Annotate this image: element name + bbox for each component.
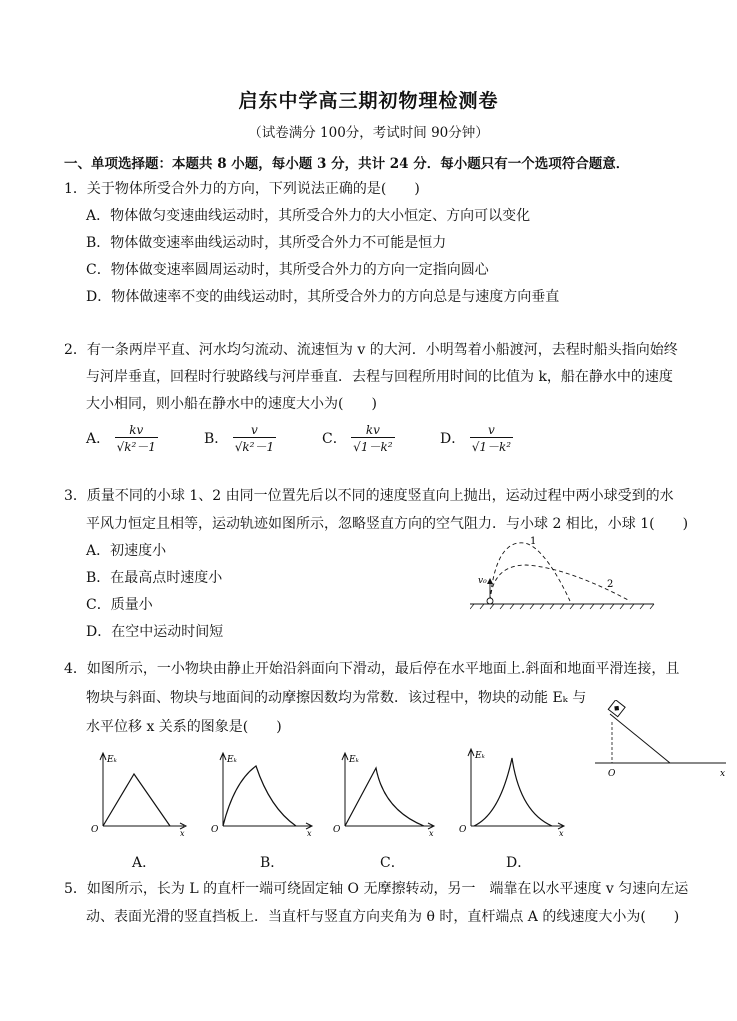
- q2-option-c: [322, 423, 395, 455]
- x-axis-label: x: [720, 769, 726, 779]
- denominator: √k²－1: [234, 440, 275, 454]
- denominator: √1－k²: [353, 440, 393, 454]
- ek-curve: [223, 766, 296, 826]
- q1-option-c: C．物体做变速率圆周运动时，其所受合外力的方向一定指向圆心: [86, 262, 489, 278]
- origin-label: O: [608, 769, 616, 779]
- page-title: 启东中学高三期初物理检测卷: [238, 90, 499, 112]
- x-axis-label: x: [429, 829, 434, 838]
- q3-option-b: B．在最高点时速度小: [86, 570, 223, 586]
- fraction: [351, 423, 394, 455]
- q4-line-3: 水平位移 x 关系的图象是( ): [86, 719, 282, 735]
- numerator: v: [470, 423, 513, 438]
- q5-line-2: 动、表面光滑的竖直挡板上．当直杆与竖直方向夹角为 θ 时，直杆端点 A 的线速度大小为( ): [86, 909, 680, 925]
- q2-option-a: [86, 423, 158, 455]
- q5-line-1: 5．如图所示，长为 L 的直杆一端可绕固定轴 O 无摩擦转动，另一 端靠在以水平速度 v 匀速向左运: [64, 881, 689, 897]
- graph-b: [208, 748, 316, 838]
- trajectory-1-label: 1: [530, 536, 537, 547]
- q1-stem: 1．关于物体所受合外力的方向，下列说法正确的是( ): [64, 181, 420, 197]
- q3-option-a: A．初速度小: [86, 543, 167, 559]
- origin-label: O: [211, 825, 219, 835]
- fraction: [233, 423, 276, 455]
- origin-label: O: [459, 825, 467, 835]
- ball-icon: [487, 598, 493, 604]
- origin-label: O: [91, 825, 99, 835]
- x-axis-label: x: [307, 829, 312, 838]
- ek-curve: [103, 774, 170, 826]
- graph-d-label: D．: [506, 855, 532, 871]
- q1-option-a: A．物体做匀变速曲线运动时，其所受合外力的大小恒定、方向可以变化: [86, 208, 531, 224]
- q2-line-3: 大小相同，则小船在静水中的速度大小为( ): [86, 396, 377, 412]
- q2-line-2: 与河岸垂直，回程时行驶路线与河岸垂直．去程与回程所用时间的比值为 k，船在静水中的速度: [86, 369, 673, 385]
- fraction: [470, 423, 513, 455]
- q4-line-2: 物块与斜面、物块与地面间的动摩擦因数均为常数．该过程中，物块的动能 Eₖ 与: [86, 690, 587, 706]
- ek-axis-label: Eₖ: [475, 751, 485, 761]
- ek-axis-label: Eₖ: [107, 755, 117, 765]
- q3-option-c: C．质量小: [86, 597, 153, 613]
- arrow-head-icon: [487, 578, 493, 584]
- q3-line-2: 平风力恒定且相等，运动轨迹如图所示，忽略竖直方向的空气阻力．与小球 2 相比，小球 1( ): [86, 516, 689, 532]
- v0-label: v₀: [478, 576, 487, 586]
- trajectory-1: [490, 543, 570, 601]
- section-heading: 一、单项选择题：本题共 8 小题，每小题 3 分，共计 24 分．每小题只有一个选项符合题意．: [64, 156, 630, 172]
- graph-a-label: A．: [132, 855, 157, 871]
- exam-subtitle: （试卷满分 100分，考试时间 90分钟）: [248, 125, 489, 141]
- incline-line: [610, 714, 670, 763]
- q1-option-d: D．物体做速率不变的曲线运动时，其所受合外力的方向总是与速度方向垂直: [86, 289, 560, 305]
- incline-figure: [590, 700, 730, 782]
- ek-axis-label: Eₖ: [227, 755, 237, 765]
- numerator: kv: [351, 423, 394, 438]
- denominator: √1－k²: [471, 440, 512, 454]
- numerator: v: [233, 423, 276, 438]
- q2-option-b: [204, 423, 276, 455]
- x-axis-label: x: [180, 829, 185, 838]
- q2-line-1: 2．有一条两岸平直、河水均匀流动、流速恒为 v 的大河．小明驾着小船渡河，去程时船头指向始终: [64, 342, 678, 358]
- option-label: A．: [86, 431, 111, 447]
- graph-a: [88, 748, 188, 838]
- option-label: B．: [204, 431, 229, 447]
- x-axis-label: x: [559, 829, 564, 838]
- fraction: [115, 423, 158, 455]
- graph-c: [330, 748, 438, 838]
- q1-option-b: B．物体做变速率曲线运动时，其所受合外力不可能是恒力: [86, 235, 447, 251]
- trajectory-2-label: 2: [607, 579, 614, 590]
- q3-line-1: 3．质量不同的小球 1、2 由同一位置先后以不同的速度竖直向上抛出，运动过程中两小球受到的水: [64, 488, 674, 504]
- option-label: C．: [322, 431, 347, 447]
- origin-label: O: [333, 825, 341, 835]
- q4-line-1: 4．如图所示，一小物块由静止开始沿斜面向下滑动，最后停在水平地面上.斜面和地面平滑连接，且: [64, 661, 680, 677]
- numerator: kv: [115, 423, 158, 438]
- graph-b-label: B．: [260, 855, 285, 871]
- graph-d: [456, 744, 568, 838]
- denominator: √k²－1: [116, 440, 156, 454]
- graph-c-label: C．: [380, 855, 405, 871]
- ek-curve: [345, 768, 424, 826]
- ek-axis-label: Eₖ: [349, 755, 359, 765]
- ek-curve: [474, 758, 552, 826]
- q2-option-d: [440, 423, 513, 455]
- trajectory-figure: [470, 535, 655, 610]
- q3-option-d: D．在空中运动时间短: [86, 624, 224, 640]
- ground-line: [470, 604, 654, 609]
- option-label: D．: [440, 431, 466, 447]
